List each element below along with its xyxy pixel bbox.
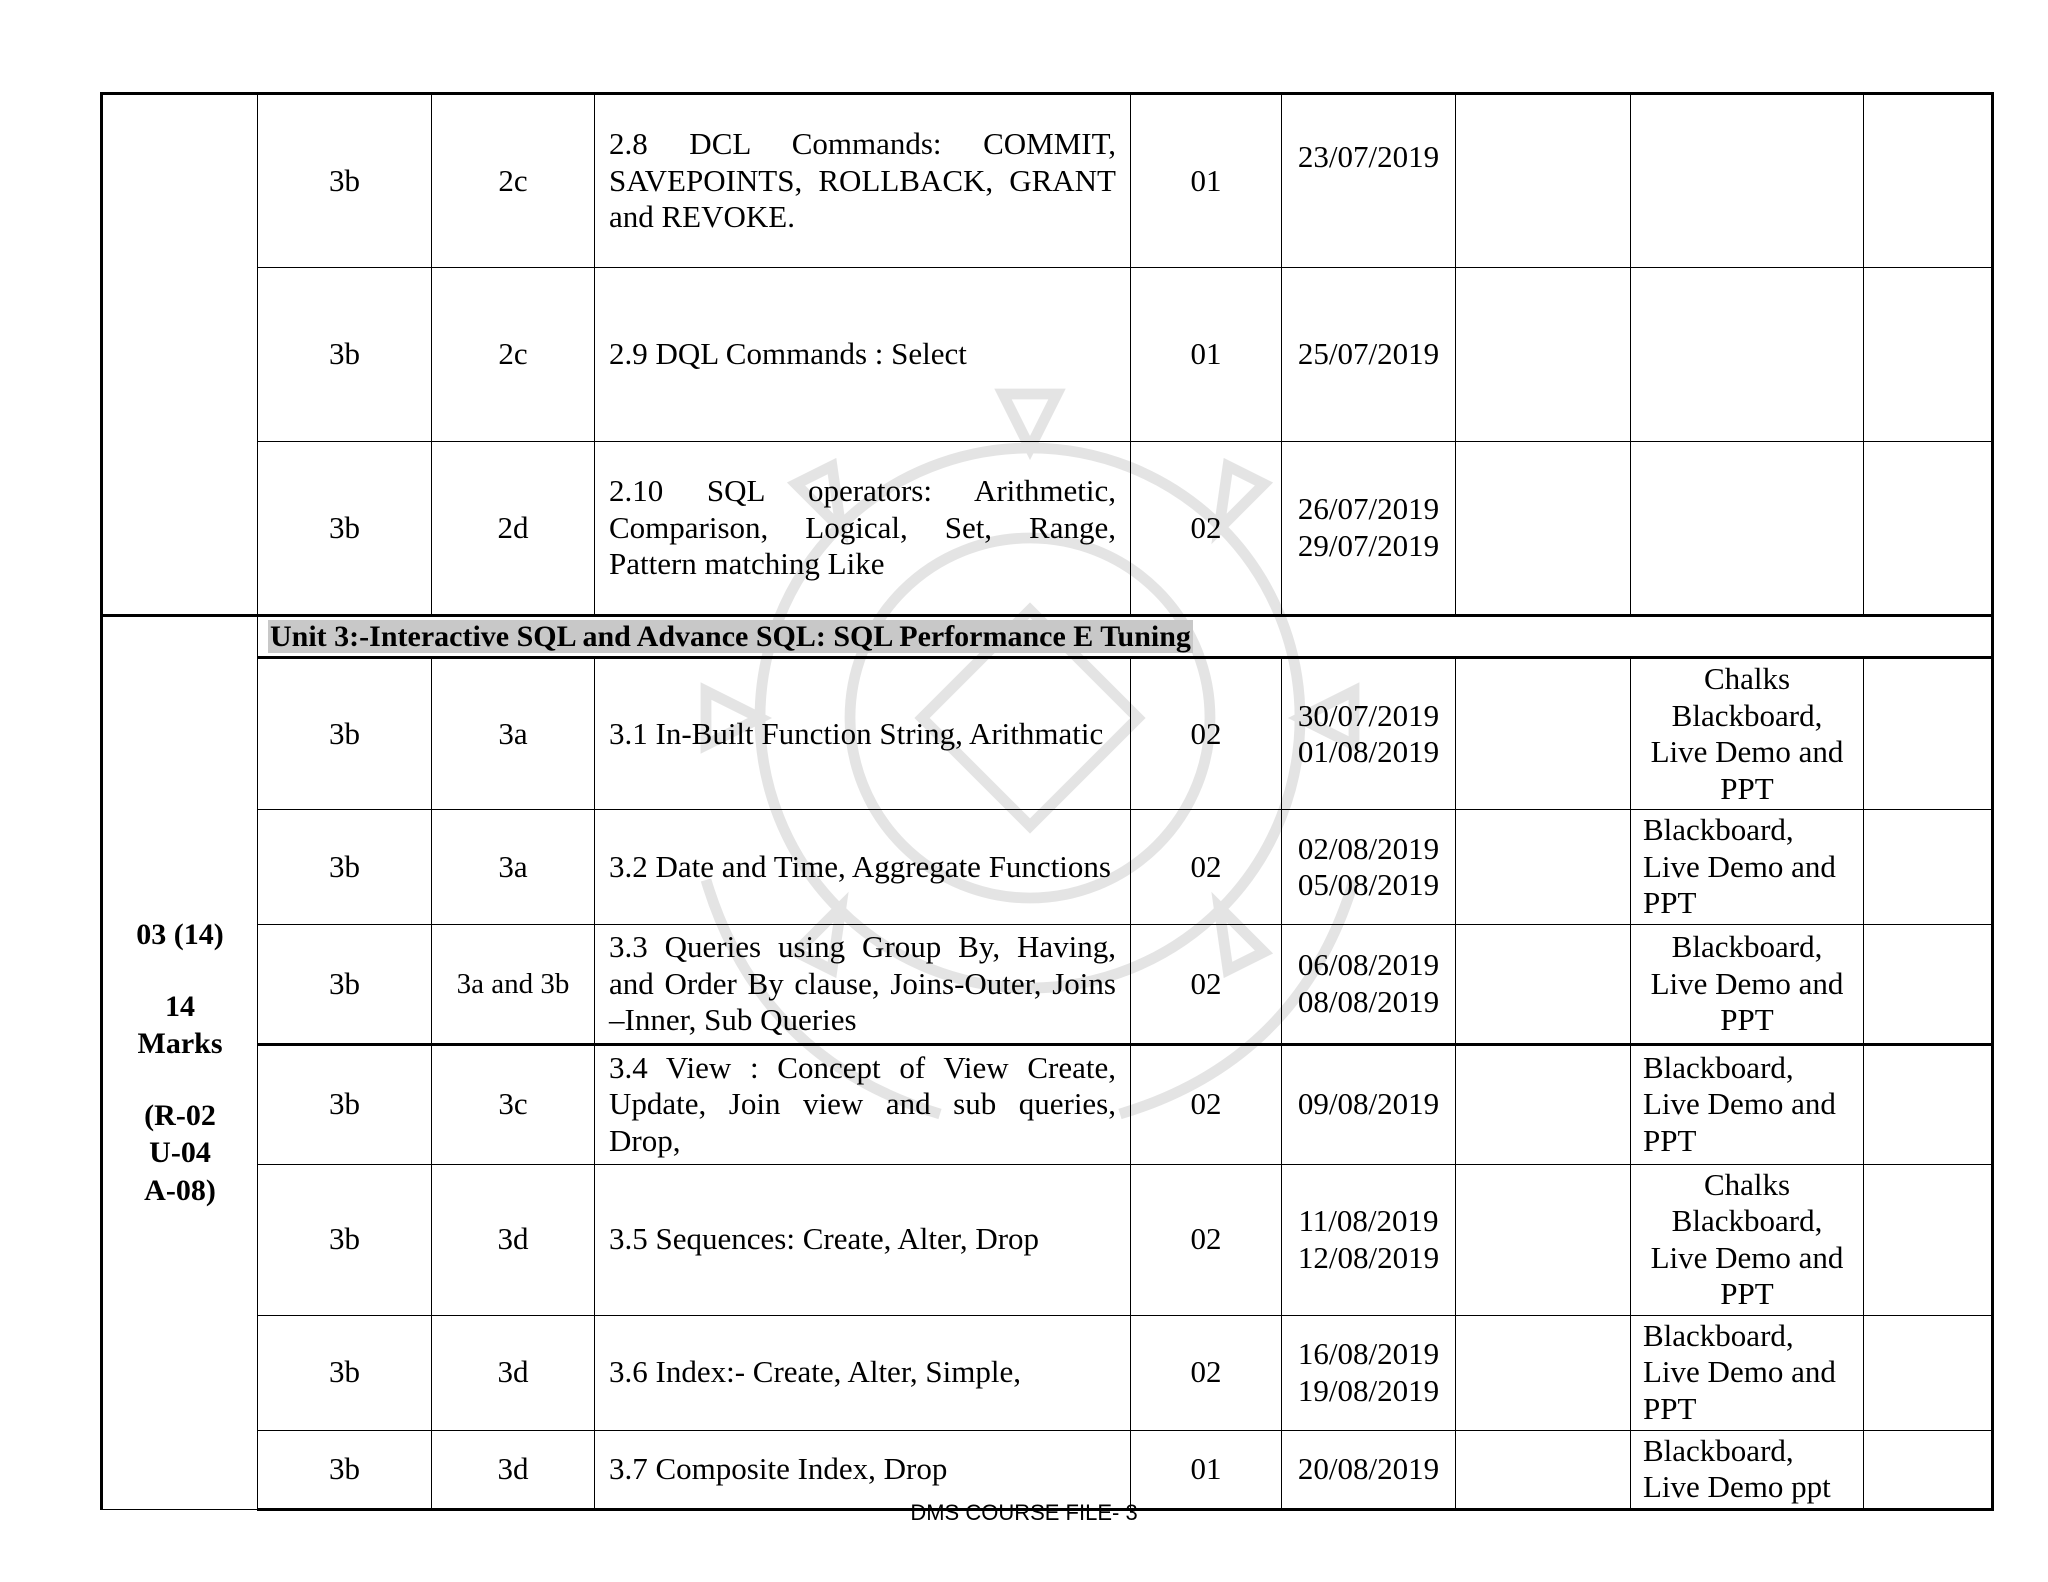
hours-cell: 02 <box>1131 925 1282 1045</box>
table-row <box>102 1044 1993 1164</box>
topic-cell: 3.3 Queries using Group By, Having, and Order By clause, Joins-Outer, Joins –Inner, Sub Queries <box>595 925 1131 1045</box>
remarks-cell <box>1864 658 1993 810</box>
co-cell: 3b <box>258 1164 432 1315</box>
unit-marks-cell: 03 (14) 14 Marks (R-02 U-04 A-08) <box>102 616 258 1510</box>
date-cell: 26/07/2019 29/07/2019 <box>1282 442 1456 616</box>
remarks-cell <box>1864 1430 1993 1509</box>
topic-cell: 3.5 Sequences: Create, Alter, Drop <box>595 1164 1131 1315</box>
table-row <box>102 1164 1993 1315</box>
empty-cell <box>1456 1044 1631 1164</box>
topic-cell: 2.9 DQL Commands : Select <box>595 268 1131 442</box>
lo-cell: 3c <box>432 1044 595 1164</box>
topic-cell: 3.4 View : Concept of View Create, Update, Join view and sub queries, Drop, <box>595 1044 1131 1164</box>
table-row <box>102 268 1993 442</box>
remarks-cell <box>1864 1315 1993 1430</box>
co-cell: 3b <box>258 1044 432 1164</box>
lo-cell: 3d <box>432 1315 595 1430</box>
co-cell: 3b <box>258 94 432 268</box>
teaching-plan-table <box>100 92 1994 1511</box>
hours-cell: 02 <box>1131 1164 1282 1315</box>
hours-cell: 01 <box>1131 1430 1282 1509</box>
resources-cell: Blackboard, Live Demo ppt <box>1631 1430 1864 1509</box>
topic-cell: 3.2 Date and Time, Aggregate Functions <box>595 810 1131 925</box>
resources-cell: Blackboard, Live Demo and PPT <box>1631 1044 1864 1164</box>
resources-cell: Blackboard, Live Demo and PPT <box>1631 810 1864 925</box>
empty-cell <box>1456 658 1631 810</box>
resources-cell <box>1631 94 1864 268</box>
empty-cell <box>1456 1164 1631 1315</box>
resources-cell <box>1631 442 1864 616</box>
hours-cell: 02 <box>1131 810 1282 925</box>
empty-cell <box>1456 94 1631 268</box>
empty-cell <box>1456 810 1631 925</box>
topic-cell: 2.8 DCL Commands: COMMIT, SAVEPOINTS, ROLLBACK, GRANT and REVOKE. <box>595 94 1131 268</box>
topic-cell: 3.6 Index:- Create, Alter, Simple, <box>595 1315 1131 1430</box>
date-cell: 02/08/2019 05/08/2019 <box>1282 810 1456 925</box>
lo-cell: 3a and 3b <box>432 925 595 1045</box>
empty-cell <box>1456 1430 1631 1509</box>
lo-cell: 3a <box>432 658 595 810</box>
date-cell: 25/07/2019 <box>1282 268 1456 442</box>
table-row <box>102 1430 1993 1509</box>
hours-cell: 02 <box>1131 442 1282 616</box>
date-cell: 06/08/2019 08/08/2019 <box>1282 925 1456 1045</box>
co-cell: 3b <box>258 1430 432 1509</box>
co-cell: 3b <box>258 268 432 442</box>
hours-cell: 02 <box>1131 658 1282 810</box>
date-cell: 23/07/2019 <box>1282 94 1456 268</box>
lo-cell: 2c <box>432 268 595 442</box>
lo-cell: 3a <box>432 810 595 925</box>
topic-cell: 3.1 In-Built Function String, Arithmatic <box>595 658 1131 810</box>
lo-cell: 3d <box>432 1430 595 1509</box>
empty-cell <box>1456 442 1631 616</box>
empty-cell <box>1456 268 1631 442</box>
co-cell: 3b <box>258 925 432 1045</box>
table-row <box>102 442 1993 616</box>
topic-cell: 3.7 Composite Index, Drop <box>595 1430 1131 1509</box>
remarks-cell <box>1864 1164 1993 1315</box>
lo-cell: 2c <box>432 94 595 268</box>
empty-cell <box>1456 925 1631 1045</box>
resources-cell <box>1631 268 1864 442</box>
table-row <box>102 925 1993 1045</box>
co-cell: 3b <box>258 442 432 616</box>
resources-cell: Blackboard, Live Demo and PPT <box>1631 1315 1864 1430</box>
date-cell: 30/07/2019 01/08/2019 <box>1282 658 1456 810</box>
hours-cell: 01 <box>1131 268 1282 442</box>
table-row <box>102 94 1993 268</box>
co-cell: 3b <box>258 658 432 810</box>
resources-cell: Chalks Blackboard, Live Demo and PPT <box>1631 658 1864 810</box>
co-cell: 3b <box>258 1315 432 1430</box>
remarks-cell <box>1864 1044 1993 1164</box>
remarks-cell <box>1864 94 1993 268</box>
topic-cell: 2.10 SQL operators: Arithmetic, Comparison, Logical, Set, Range, Pattern matching Like <box>595 442 1131 616</box>
table-row <box>102 658 1993 810</box>
resources-cell: Blackboard, Live Demo and PPT <box>1631 925 1864 1045</box>
hours-cell: 02 <box>1131 1315 1282 1430</box>
date-cell: 16/08/2019 19/08/2019 <box>1282 1315 1456 1430</box>
empty-cell <box>1456 1315 1631 1430</box>
hours-cell: 01 <box>1131 94 1282 268</box>
date-cell: 09/08/2019 <box>1282 1044 1456 1164</box>
remarks-cell <box>1864 268 1993 442</box>
remarks-cell <box>1864 810 1993 925</box>
unit-heading: Unit 3:-Interactive SQL and Advance SQL: SQL Performance E Tuning <box>258 616 1993 658</box>
remarks-cell <box>1864 442 1993 616</box>
resources-cell: Chalks Blackboard, Live Demo and PPT <box>1631 1164 1864 1315</box>
table-row <box>102 810 1993 925</box>
unit-cell-empty <box>102 94 258 616</box>
lo-cell: 3d <box>432 1164 595 1315</box>
hours-cell: 02 <box>1131 1044 1282 1164</box>
page-footer: DMS COURSE FILE- 3 <box>910 1500 1138 1525</box>
co-cell: 3b <box>258 810 432 925</box>
remarks-cell <box>1864 925 1993 1045</box>
table-row <box>102 1315 1993 1430</box>
date-cell: 11/08/2019 12/08/2019 <box>1282 1164 1456 1315</box>
date-cell: 20/08/2019 <box>1282 1430 1456 1509</box>
unit-heading-row <box>102 616 1993 658</box>
lo-cell: 2d <box>432 442 595 616</box>
